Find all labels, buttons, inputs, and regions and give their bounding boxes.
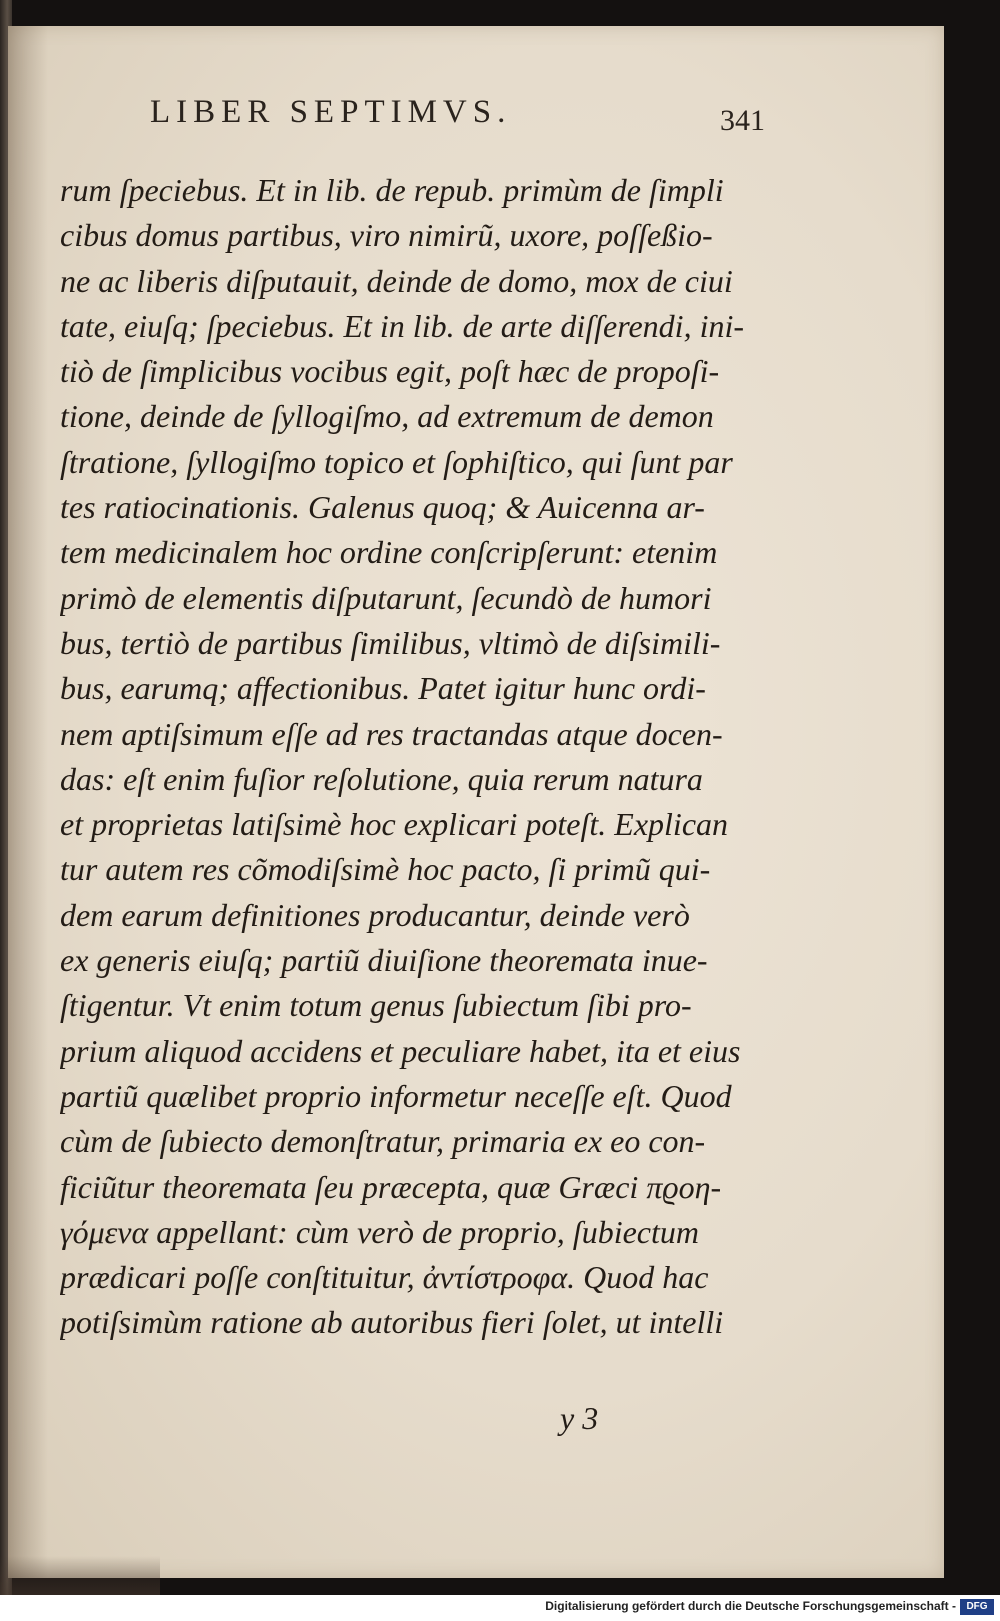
text-line: ficiũtur theoremata ſeu præcepta, quæ Græci πϱοη- — [60, 1168, 722, 1205]
text-line: tione, deinde de ſyllogiſmo, ad extremum de demon — [60, 398, 714, 435]
text-line: ſtigentur. Vt enim totum genus ſubiectum ſibi pro- — [60, 987, 692, 1024]
signature-mark: y 3 — [560, 1400, 599, 1436]
binding-shadow — [0, 1556, 160, 1596]
text-line: nem aptiſsimum eſſe ad res tractandas atque docen- — [60, 715, 723, 752]
text-line: prium aliquod accidens et peculiare habet, ita et eius — [60, 1032, 741, 1069]
text-line: tem medicinalem hoc ordine conſcripſerunt: etenim — [60, 534, 718, 571]
text-line: ſtratione, ſyllogiſmo topico et ſophiſtico, qui ſunt par — [60, 443, 733, 480]
text-line: cibus domus partibus, viro nimirũ, uxore, poſſeßio- — [60, 217, 713, 254]
text-line: tur autem res cõmodiſsimè hoc pacto, ſi primũ qui- — [60, 851, 711, 888]
funding-footer — [0, 1595, 1000, 1621]
text-line: bus, tertiò de partibus ſimilibus, vltimò de diſsimili- — [60, 624, 721, 661]
funding-notice: Digitalisierung gefördert durch die Deutsche Forschungsgemeinschaft - — [545, 1599, 956, 1613]
text-line: dem earum definitiones producantur, deinde verò — [60, 896, 690, 933]
text-line: partiũ quælibet proprio informetur neceſſe eſt. Quod — [60, 1077, 732, 1114]
running-head: LIBER SEPTIMVS. — [150, 94, 512, 130]
text-line: rum ſpeciebus. Et in lib. de repub. primùm de ſimpli — [60, 172, 724, 208]
dfg-logo: DFG — [960, 1599, 994, 1615]
text-line: potiſsimùm ratione ab autoribus fieri ſolet, ut intelli — [60, 1304, 724, 1341]
text-line: bus, earumq; affectionibus. Patet igitur hunc ordi- — [60, 670, 706, 707]
text-line: et proprietas latiſsimè hoc explicari poteſt. Explican — [60, 806, 729, 843]
text-line: ne ac liberis diſputauit, deinde de domo, mox de ciui — [60, 262, 733, 299]
text-line: cùm de ſubiecto demonſtratur, primaria ex eo con- — [60, 1123, 706, 1160]
gutter-shadow — [8, 26, 48, 1578]
text-line: tate, eiuſq; ſpeciebus. Et in lib. de arte diſſerendi, ini- — [60, 307, 744, 344]
text-line: γόμενα appellant: cùm verò de proprio, ſubiectum — [60, 1213, 699, 1250]
text-line: prædicari poſſe conſtituitur, ἀντίστροφα. Quod hac — [60, 1259, 709, 1296]
text-line: tes ratiocinationis. Galenus quoq; & Auicenna ar- — [60, 489, 705, 526]
page-text — [60, 168, 760, 1346]
text-line: primò de elementis diſputarunt, ſecundò de humori — [60, 579, 712, 616]
text-line: ex generis eiuſq; partiũ diuiſione theoremata inue- — [60, 942, 708, 979]
text-line: tiò de ſimplicibus vocibus egit, poſt hæc de propoſi- — [60, 353, 720, 390]
page-number: 341 — [720, 104, 765, 137]
text-line: das: eſt enim fuſior reſolutione, quia rerum natura — [60, 760, 703, 797]
